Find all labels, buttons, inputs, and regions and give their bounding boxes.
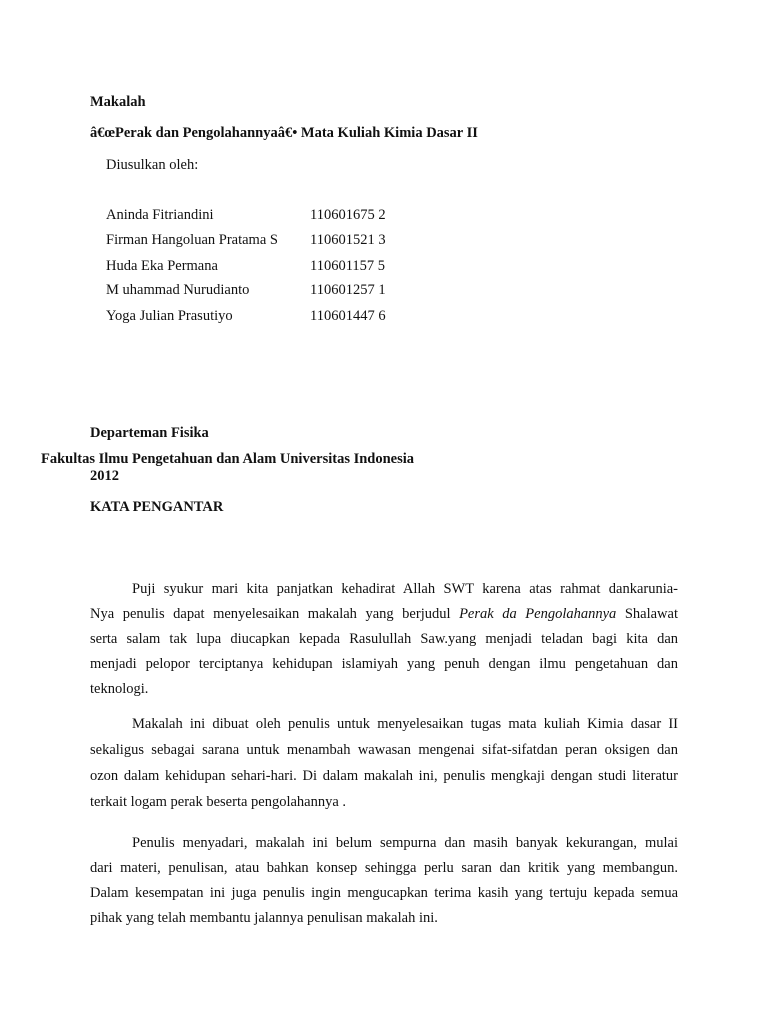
paragraph-line: dari materi, penulisan, atau bahkan konsep sehingga perlu saran dan kritik yang membangun. <box>90 860 678 876</box>
member-id: 110601675 2 <box>310 207 386 223</box>
faculty-name: Fakultas Ilmu Pengetahuan dan Alam Universitas Indonesia <box>41 451 415 467</box>
paragraph-line: ozon dalam kehidupan sehari-hari. Di dalam makalah ini, penulis mengkaji dengan studi literatur <box>90 768 678 784</box>
year: 2012 <box>90 468 119 484</box>
paragraph-line: sekaligus sebagai sarana untuk menambah wawasan mengenai sifat-sifatdan peran oksigen dan <box>90 742 678 758</box>
paragraph-line: Nya penulis dapat menyelesaikan makalah yang berjudul Perak da Pengolahannya Shalawat <box>90 606 678 622</box>
doc-type-label: Makalah <box>90 94 146 110</box>
paragraph-line: Dalam kesempatan ini juga penulis ingin mengucapkan terima kasih yang tertuju kepada semua <box>90 885 678 901</box>
member-name: Aninda Fitriandini <box>106 207 214 223</box>
paragraph-line: teknologi. <box>90 681 149 697</box>
paragraph-line: serta salam tak lupa diucapkan kepada Rasulullah Saw.yang menjadi teladan bagi kita dan <box>90 631 678 647</box>
member-row <box>106 232 406 252</box>
paragraph-line: terkait logam perak beserta pengolahannya . <box>90 794 347 810</box>
member-id: 110601447 6 <box>310 308 386 324</box>
member-id: 110601521 3 <box>310 232 386 248</box>
paragraph-line: Makalah ini dibuat oleh penulis untuk menyelesaikan tugas mata kuliah Kimia dasar II <box>132 716 678 732</box>
paragraph-line: Penulis menyadari, makalah ini belum sempurna dan masih banyak kekurangan, mulai <box>132 835 678 851</box>
paragraph-1 <box>90 581 678 706</box>
member-name: Firman Hangoluan Pratama S <box>106 232 278 248</box>
member-row <box>106 282 406 302</box>
proposed-by-label: Diusulkan oleh: <box>106 157 199 173</box>
department-name: Departeman Fisika <box>90 425 209 441</box>
paragraph-line: menjadi pelopor terciptanya kehidupan islamiyah yang penuh dengan ilmu pengetahuan dan <box>90 656 678 672</box>
paragraph-line: pihak yang telah membantu jalannya penulisan makalah ini. <box>90 910 438 926</box>
document-title: â€œPerak dan Pengolahannyaâ€• Mata Kuliah Kimia Dasar II <box>90 125 478 141</box>
member-id: 110601257 1 <box>310 282 386 298</box>
paragraph-line: Puji syukur mari kita panjatkan kehadirat Allah SWT karena atas rahmat dankarunia- <box>132 581 678 597</box>
member-name: Yoga Julian Prasutiyo <box>106 308 233 324</box>
member-id: 110601157 5 <box>310 258 386 274</box>
member-name: Huda Eka Permana <box>106 258 218 274</box>
book-title-italic: Perak da Pengolahannya <box>459 606 617 622</box>
member-row <box>106 308 406 328</box>
member-row <box>106 207 406 227</box>
paragraph-2 <box>90 716 678 819</box>
paragraph-3 <box>90 835 678 935</box>
member-row <box>106 258 406 278</box>
section-heading: KATA PENGANTAR <box>90 499 224 515</box>
member-name: M uhammad Nurudianto <box>106 282 250 298</box>
